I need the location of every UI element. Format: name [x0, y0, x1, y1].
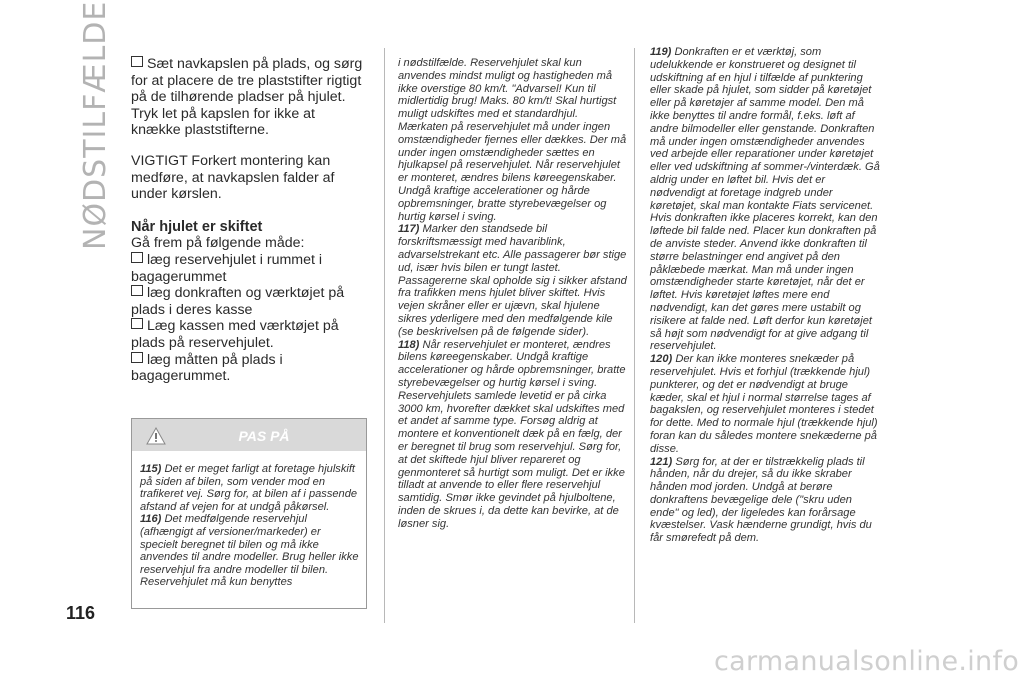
note-117: 117) Marker den standsede bil forskriftsmæssigt med havariblink, advarselstrekant etc. Alle passagerer bør stige ud, især hvis bilen er tungt lastet. Passagererne skal opholde sig i sikker afstand fra trafikken mens hjulet bliver skiftet. Hvis vejen skråner eller er ujævn, skal hjulene sikres yderligere med den medfølgende kile (se beskrivelsen på de følgende sider). [398, 223, 627, 338]
section-side-title [78, 0, 113, 250]
checkbox-bullet-icon [131, 56, 143, 67]
list-item: Læg kassen med værktøjet på plads på reservehjulet. [131, 318, 339, 351]
side-title-text: NØDSTILFÆLDE [78, 0, 113, 250]
note-121: 121) Sørg for, at der er tilstrækkelig plads til hånden, når du drejer, så du ikke skraber hånden mod jorden. Undgå at berøre donkraftens bevægelige dele ("skru uden ende" og led), der ligeledes kan forårsage kvæstelser. Vask hænderne grundigt, hvis du får smørefedt på dem. [650, 455, 872, 545]
warning-body [132, 451, 366, 589]
paragraph-hubcap [131, 56, 366, 139]
note-118: 118) Når reservehjulet er monteret, ændres bilens køreegenskaber. Undgå kraftige accelerationer og hårde opbremsninger, bratte styrebevægelser og hurtig kørsel i sving. Reservehjulets samlede levetid er på cirka 3000 km, hvorefter dækket skal udskiftes med et andet af samme type. Forsøg aldrig at montere et konventionelt dæk på en fælg, der er beregnet til brug som reservehjul. Sørg for, at det skiftede hjul bliver repareret og genmonteret så hurtigt som muligt. Det er ikke tilladt at anvende to eller flere reservehjul samtidig. Smør ikke gevindet på hjulboltene, inden de skrues i, da dette kan bevirke, at de løsner sig. [398, 338, 626, 530]
checkbox-bullet-icon [131, 352, 143, 363]
list-item: læg måtten på plads i bagagerummet. [131, 351, 283, 385]
important-note: VIGTIGT Forkert montering kan medføre, at navkapslen falder af under kørslen. [131, 152, 335, 203]
section-heading: Når hjulet er skiftet [131, 218, 263, 235]
list-item: læg donkraften og værktøjet på plads i deres kasse [131, 285, 345, 318]
notes-column-3 [650, 46, 882, 545]
watermark-text: carmanualsonline.info [714, 646, 1019, 677]
note-115: 115) Det er meget farligt at foretage hjulskift på siden af bilen, som vender mod en trafikeret vej. Sørg for, at bilen af i passende afstand af vejen for at undgå påkørsel. [140, 463, 358, 513]
notes-column-2 [398, 57, 630, 530]
warning-box [131, 418, 367, 609]
column-divider [384, 48, 385, 623]
checkbox-bullet-icon [131, 252, 143, 263]
note-119: 119) Donkraften er et værktøj, som udelukkende er konstrueret og designet til udskiftning af en hjul i tilfælde af punktering eller skade på hjulet, som sidder på køretøjet eller på køretøjer af samme model. Den må ikke benyttes til andre formål, f.eks. løft af andre bilmodeller eller genstande. Donkraften må under ingen omstændigheder anvendes ved arbejde eller reparationer under køretøjet eller ved udskiftning af sommer-/vinterdæk. Gå aldrig under en løftet bil. Hvis det er nødvendigt at foretage indgreb under køretøjet, skal man kontakte Fiats servicenet. Hvis donkraften ikke placeres korrekt, kan den løftede bil falde ned. Placer kun donkraften på de anviste steder. Anvend ikke donkraften til større belastninger end angivet på den påklæbede mærkat. Man må under ingen omstændigheder starte køretøjet, når det er løftet. Hvis køretøjet løftes mere end nødvendigt, kan det gøres mere ustabilt og risikere at falde ned. Løft derfor kun køretøjet så højt som nødvendigt for at give adgang til reservehjulet. [650, 46, 880, 353]
note-120: 120) Der kan ikke monteres snekæder på reservehjulet. Hvis et forhjul (trækkende hjul) punkterer, og det er nødvendigt at bruge kæder, skal et hjul i normal størrelse tages af bagakslen, og reservehjulet monteres i stedet for dette. Med to normale hjul (trækkende hjul) foran kan du således montere snekæderne på disse. [650, 353, 878, 455]
note-116-continued: i nødstilfælde. Reservehjulet skal kun anvendes mindst muligt og hastigheden må ikke overstige 80 km/t. "Advarsel! Kun til midlertidig brug! Maks. 80 km/t! Skal hurtigst muligt udskiftes med et standardhjul. Mærkaten på reservehjulet må under ingen omstændigheder fjernes eller dækkes. Der må under ingen omstændigheder sættes en hjulkapsel på reservehjulet. Når reservehjulet er monteret, ændres bilens køreegenskaber. Undgå kraftige accelerationer og hårde opbremsninger, bratte styrebevægelser og hurtig kørsel i sving. [398, 57, 627, 223]
warning-header [132, 419, 366, 451]
list-item: læg reservehjulet i rummet i bagagerummet [131, 251, 323, 285]
hubcap-text: Sæt navkapslen på plads, og sørg for at placere de tre plaststifter rigtigt på de tilhørende pladser på hjulet. Tryk let på kapslen for ikke at knække plaststifterne. [131, 56, 363, 139]
intro-text: Gå frem på følgende måde: [131, 235, 305, 252]
warning-label: PAS PÅ [238, 428, 290, 444]
main-column [131, 56, 366, 385]
checkbox-bullet-icon [131, 285, 143, 296]
checkbox-bullet-icon [131, 318, 143, 329]
column-divider [634, 48, 635, 623]
page-number: 116 [66, 603, 96, 623]
note-116: 116) Det medfølgende reservehjul (afhængigt af versioner/markeder) er specielt beregnet til bilen og må ikke anvendes til andre modeller. Brug heller ikke reservehjul fra andre modeller til bilen. Reservehjulet må kun benyttes [140, 513, 359, 589]
